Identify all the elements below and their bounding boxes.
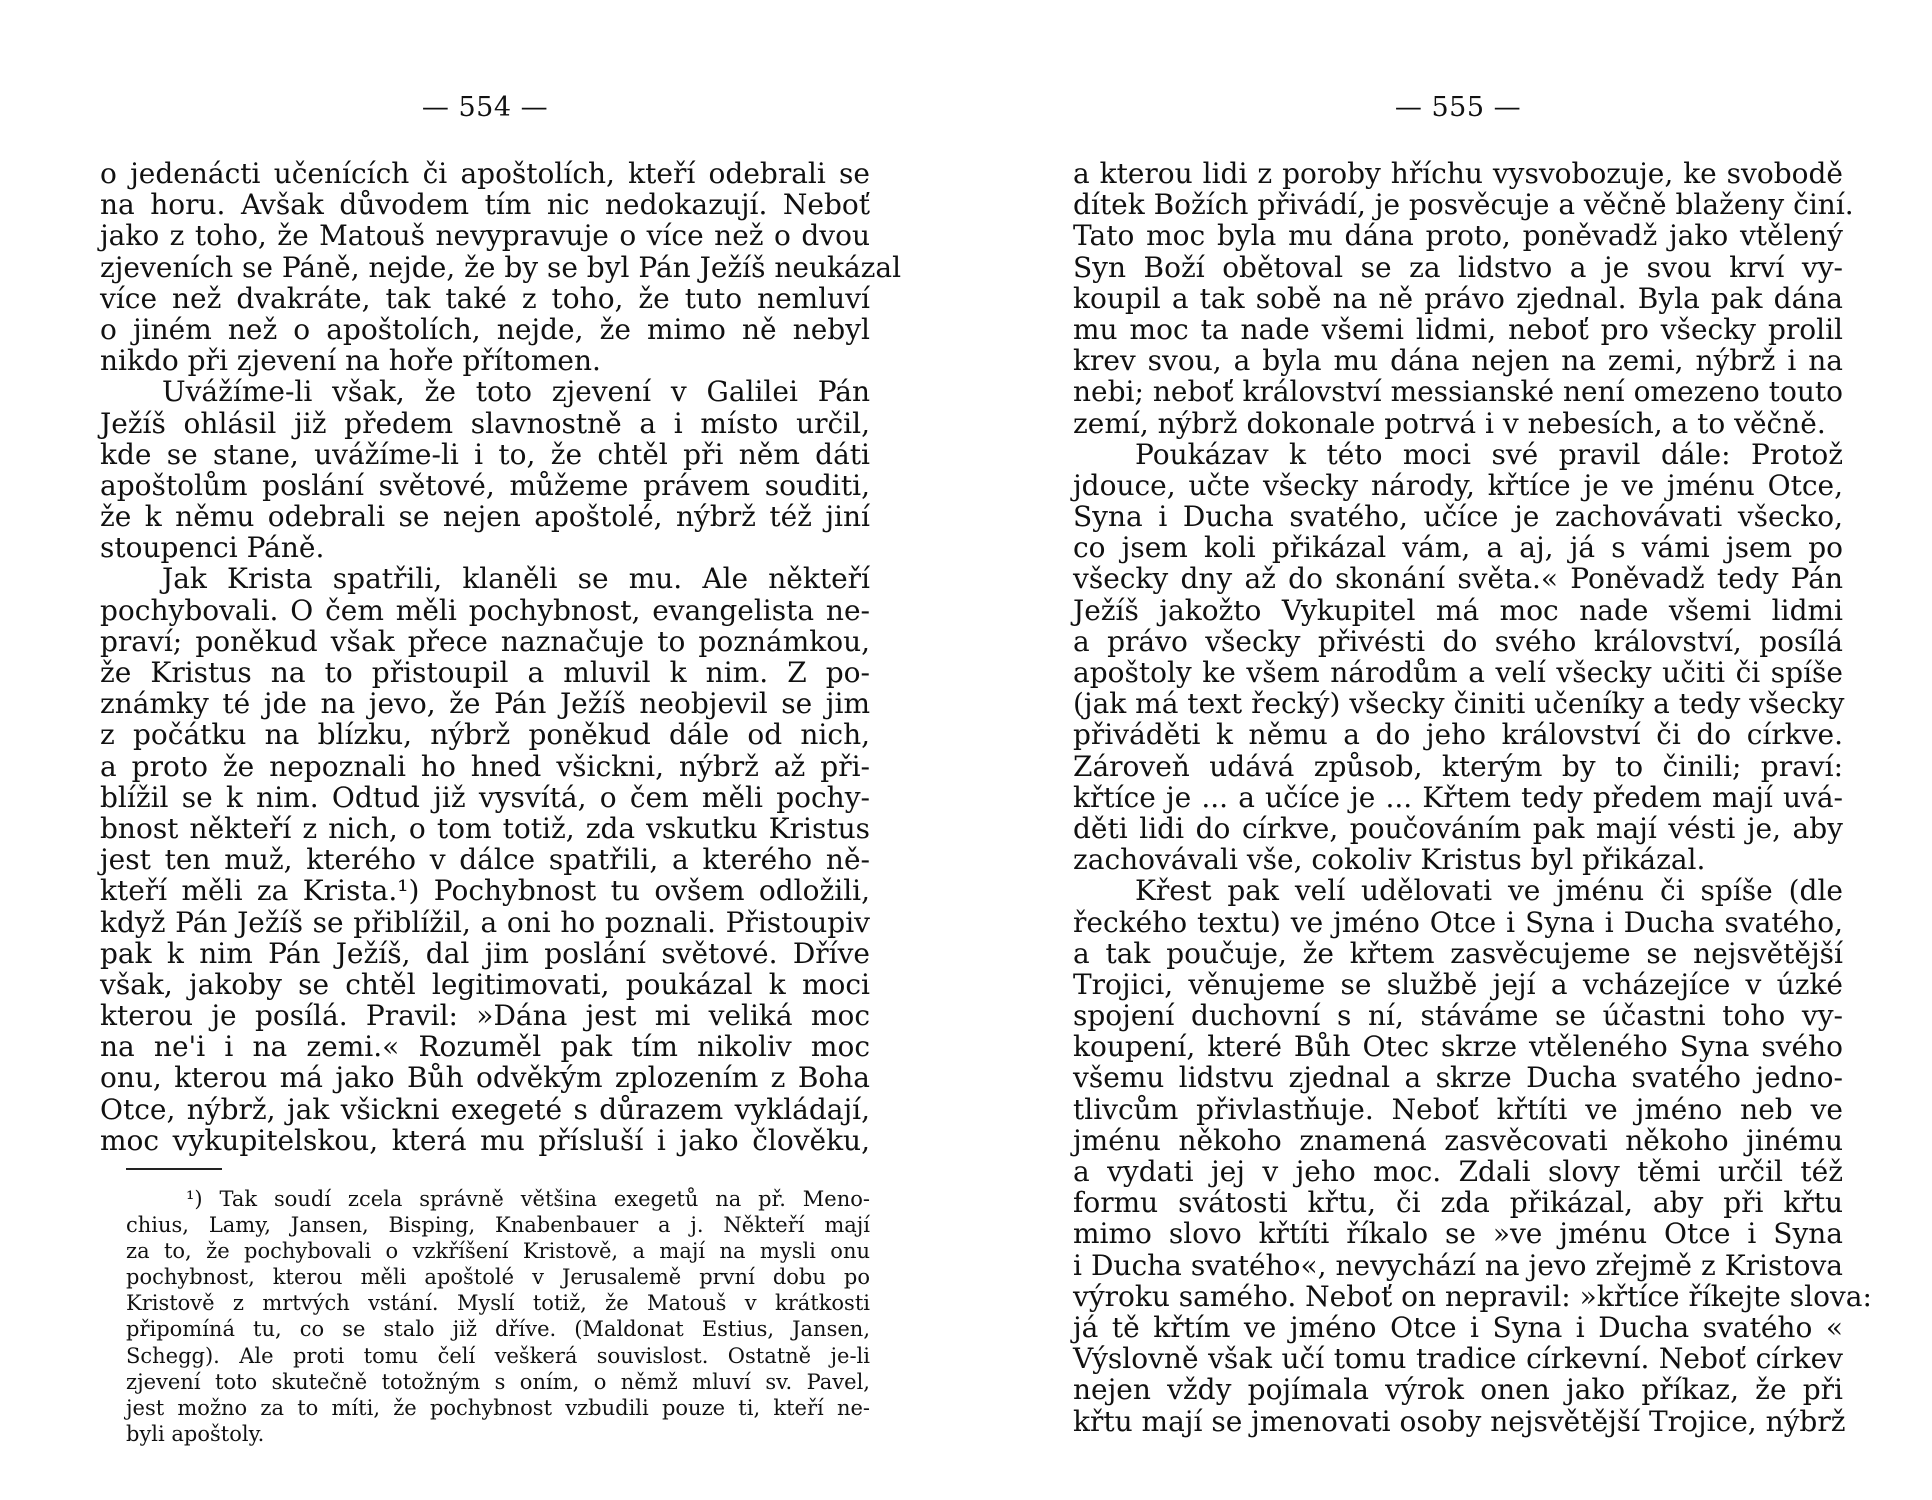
- text-line: všecky dny až do skonání světa.« Poněvadž tedy Pán: [1073, 562, 1843, 596]
- text-line: že k němu odebrali se nejen apoštolé, nýbrž též jiní: [100, 500, 870, 534]
- text-line: kteří měli za Krista.¹) Pochybnost tu ovšem odložili,: [100, 874, 870, 908]
- text-line: bnost někteří z nich, o tom totiž, zda vskutku Kristus: [100, 811, 870, 845]
- text-line: dítek Božích přivádí, je posvěcuje a věčně blaženy činí.: [1073, 188, 1854, 222]
- text-line: a proto že nepoznali ho hned všickni, nýbrž až při-: [100, 749, 870, 783]
- page-number-left: — 554 —: [421, 92, 549, 123]
- text-line: zemí, nýbrž dokonale potrvá i v nebesích, a to věčně.: [1073, 406, 1826, 440]
- right-page: [1073, 0, 1872, 1500]
- footnote-line: pochybnost, kterou měli apoštolé v Jerusalemě první dobu po: [126, 1265, 870, 1290]
- right-body-text: [1073, 157, 1872, 1438]
- text-line: Výslovně však učí tomu tradice církevní. Neboť církev: [1073, 1342, 1843, 1376]
- text-line: zjeveních se Páně, nejde, že by se byl Pán Ježíš neukázal: [100, 250, 902, 284]
- text-line: Syna i Ducha svatého, učíce je zachovávati všecko,: [1073, 500, 1843, 534]
- text-line: řeckého textu) ve jméno Otce i Syna i Ducha svatého,: [1073, 905, 1843, 939]
- footnote-line: byli apoštoly.: [126, 1421, 265, 1446]
- text-line: tlivcům přivlastňuje. Neboť křtíti ve jméno neb ve: [1073, 1092, 1843, 1126]
- text-line: známky té jde na jevo, že Pán Ježíš neobjevil se jim: [100, 687, 870, 721]
- text-line: a kterou lidi z poroby hříchu vysvobozuje, ke svobodě: [1073, 157, 1843, 190]
- text-line: nikdo při zjevení na hoře přítomen.: [100, 344, 601, 378]
- text-line: však, jakoby se chtěl legitimovati, poukázal k moci: [100, 967, 870, 1001]
- text-line: mu moc ta nade všemi lidmi, neboť pro všecky prolil: [1073, 312, 1843, 346]
- text-line: krev svou, a byla mu dána nejen na zemi, nýbrž i na: [1073, 344, 1843, 378]
- text-line: (jak má text řecký) všecky činiti učeníky a tedy všecky: [1073, 687, 1845, 721]
- text-line: na ne'i i na zemi.« Rozuměl pak tím nikoliv moc: [100, 1030, 870, 1064]
- text-line: jdouce, učte všecky národy, křtíce je ve jménu Otce,: [1073, 468, 1843, 502]
- footnote-line: Kristově z mrtvých vstání. Myslí totiž, že Matouš v krátkosti: [126, 1291, 870, 1316]
- text-line: výroku samého. Neboť on nepravil: »křtíce říkejte slova:: [1073, 1279, 1872, 1313]
- text-line: formu svátosti křtu, či zda přikázal, aby při křtu: [1073, 1186, 1843, 1220]
- text-line: apoštoly ke všem národům a velí všecky učiti či spíše: [1073, 656, 1843, 689]
- footnote-line: jest možno za to míti, že pochybnost vzbudili pouze ti, kteří ne-: [126, 1395, 870, 1420]
- text-line: pak k nim Pán Ježíš, dal jim poslání světové. Dříve: [100, 936, 870, 970]
- text-line: blížil se k nim. Odtud již vysvítá, o čem měli pochy-: [100, 780, 870, 814]
- left-page: [100, 0, 902, 1500]
- text-line: stoupenci Páně.: [100, 531, 325, 565]
- text-line: všemu lidstvu zjednal a skrze Ducha svatého jedno-: [1073, 1061, 1843, 1095]
- text-line: že Kristus na to přistoupil a mluvil k nim. Z po-: [100, 656, 870, 689]
- text-line: Poukázav k této moci své pravil dále: Protož: [1135, 437, 1843, 471]
- text-line: Ježíš jakožto Vykupitel má moc nade všemi lidmi: [1073, 593, 1843, 627]
- text-line: na horu. Avšak důvodem tím nic nedokazují. Neboť: [100, 188, 870, 222]
- text-line: přiváděti k němu a do jeho království či do církve.: [1073, 718, 1843, 752]
- text-line: křtu mají se jmenovati osoby nejsvětější Trojice, nýbrž: [1073, 1404, 1846, 1438]
- text-line: kterou je posílá. Pravil: »Dána jest mi veliká moc: [100, 999, 870, 1033]
- text-line: o jiném než o apoštolích, nejde, že mimo ně nebyl: [100, 312, 870, 346]
- text-line: nebi; neboť království messianské není omezeno touto: [1073, 375, 1843, 409]
- text-line: Syn Boží obětoval se za lidstvo a je svou krví vy-: [1073, 250, 1843, 284]
- footnote-line: připomíná tu, co se stalo již dříve. (Maldonat Estius, Jansen,: [126, 1317, 870, 1342]
- text-line: kde se stane, uvážíme-li i to, že chtěl při něm dáti: [100, 437, 870, 471]
- page-number-right: — 555 —: [1394, 92, 1522, 123]
- text-line: nejen vždy pojímala výrok onen jako příkaz, že při: [1073, 1373, 1843, 1407]
- text-line: více než dvakráte, tak také z toho, že tuto nemluví: [100, 281, 870, 315]
- text-line: z počátku na blízku, nýbrž poněkud dále od nich,: [100, 718, 870, 752]
- text-line: křtíce je ... a učíce je ... Křtem tedy předem mají uvá-: [1073, 780, 1843, 814]
- footnote-line: chius, Lamy, Jansen, Bisping, Knabenbauer a j. Někteří mají: [126, 1213, 870, 1238]
- text-line: já tě křtím ve jméno Otce i Syna i Ducha svatého «: [1073, 1310, 1843, 1344]
- text-line: pochybovali. O čem měli pochybnost, evangelista ne-: [100, 593, 870, 627]
- text-line: koupil a tak sobě na ně právo zjednal. Byla pak dána: [1073, 281, 1843, 315]
- text-line: koupení, které Bůh Otec skrze vtěleného Syna svého: [1073, 1030, 1843, 1064]
- text-line: i Ducha svatého«, nevychází na jevo zřejmě z Kristova: [1073, 1248, 1843, 1282]
- text-line: moc vykupitelskou, která mu přísluší i jako člověku,: [100, 1123, 870, 1157]
- text-line: o jedenácti učenících či apoštolích, kteří odebrali se: [100, 157, 870, 190]
- text-line: jako z toho, že Matouš nevypravuje o více než o dvou: [100, 219, 870, 253]
- text-line: Zároveň udává způsob, kterým by to činili; praví:: [1073, 749, 1843, 783]
- text-line: mimo slovo křtíti říkalo se »ve jménu Otce i Syna: [1073, 1217, 1843, 1251]
- text-line: onu, kterou má jako Bůh odvěkým zplozením z Boha: [100, 1061, 870, 1095]
- text-line: jest ten muž, kterého v dálce spatřili, a kterého ně-: [100, 843, 870, 877]
- text-line: děti lidi do církve, poučováním pak mají vésti je, aby: [1073, 811, 1843, 845]
- text-line: a vydati jej v jeho moc. Zdali slovy těmi určil též: [1073, 1155, 1843, 1188]
- footnote-block: [126, 1186, 870, 1447]
- text-line: apoštolům poslání světové, můžeme právem souditi,: [100, 468, 870, 502]
- text-line: a tak poučuje, že křtem zasvěcujeme se nejsvětější: [1073, 936, 1843, 970]
- text-line: zachovávali vše, cokoliv Kristus byl přikázal.: [1073, 843, 1706, 877]
- text-line: Uvážíme-li však, že toto zjevení v Galilei Pán: [162, 375, 870, 409]
- text-line: Otce, nýbrž, jak všickni exegeté s důrazem vykládají,: [100, 1092, 870, 1126]
- text-line: když Pán Ježíš se přiblížil, a oni ho poznali. Přistoupiv: [100, 905, 870, 939]
- left-body-text: [100, 157, 902, 1157]
- text-line: a právo všecky přivésti do svého království, posílá: [1073, 624, 1843, 658]
- text-line: spojení duchovní s ní, stáváme se účastni toho vy-: [1073, 999, 1843, 1033]
- text-line: Křest pak velí udělovati ve jménu či spíše (dle: [1135, 874, 1843, 908]
- text-line: jménu někoho znamená zasvěcovati někoho jinému: [1073, 1123, 1843, 1157]
- text-line: co jsem koli přikázal vám, a aj, já s vámi jsem po: [1073, 531, 1843, 565]
- footnote-line: za to, že pochybovali o vzkříšení Kristově, a mají na mysli onu: [126, 1239, 870, 1264]
- text-line: Jak Krista spatřili, klaněli se mu. Ale někteří: [162, 562, 870, 596]
- footnote-line: zjevení toto skutečně totožným s oním, o němž mluví sv. Pavel,: [126, 1369, 870, 1394]
- footnote-divider: [126, 1168, 222, 1170]
- footnote-line: ¹) Tak soudí zcela správně většina exegetů na př. Meno-: [186, 1187, 870, 1211]
- footnote-line: Schegg). Ale proti tomu čelí veškerá souvislost. Ostatně je-li: [126, 1343, 870, 1368]
- text-line: Ježíš ohlásil již předem slavnostně a i místo určil,: [100, 406, 870, 440]
- text-line: Tato moc byla mu dána proto, poněvadž jako vtělený: [1073, 219, 1843, 253]
- text-line: praví; poněkud však přece naznačuje to poznámkou,: [100, 624, 870, 658]
- text-line: Trojici, věnujeme se službě její a vcházejíce v úzké: [1073, 967, 1843, 1001]
